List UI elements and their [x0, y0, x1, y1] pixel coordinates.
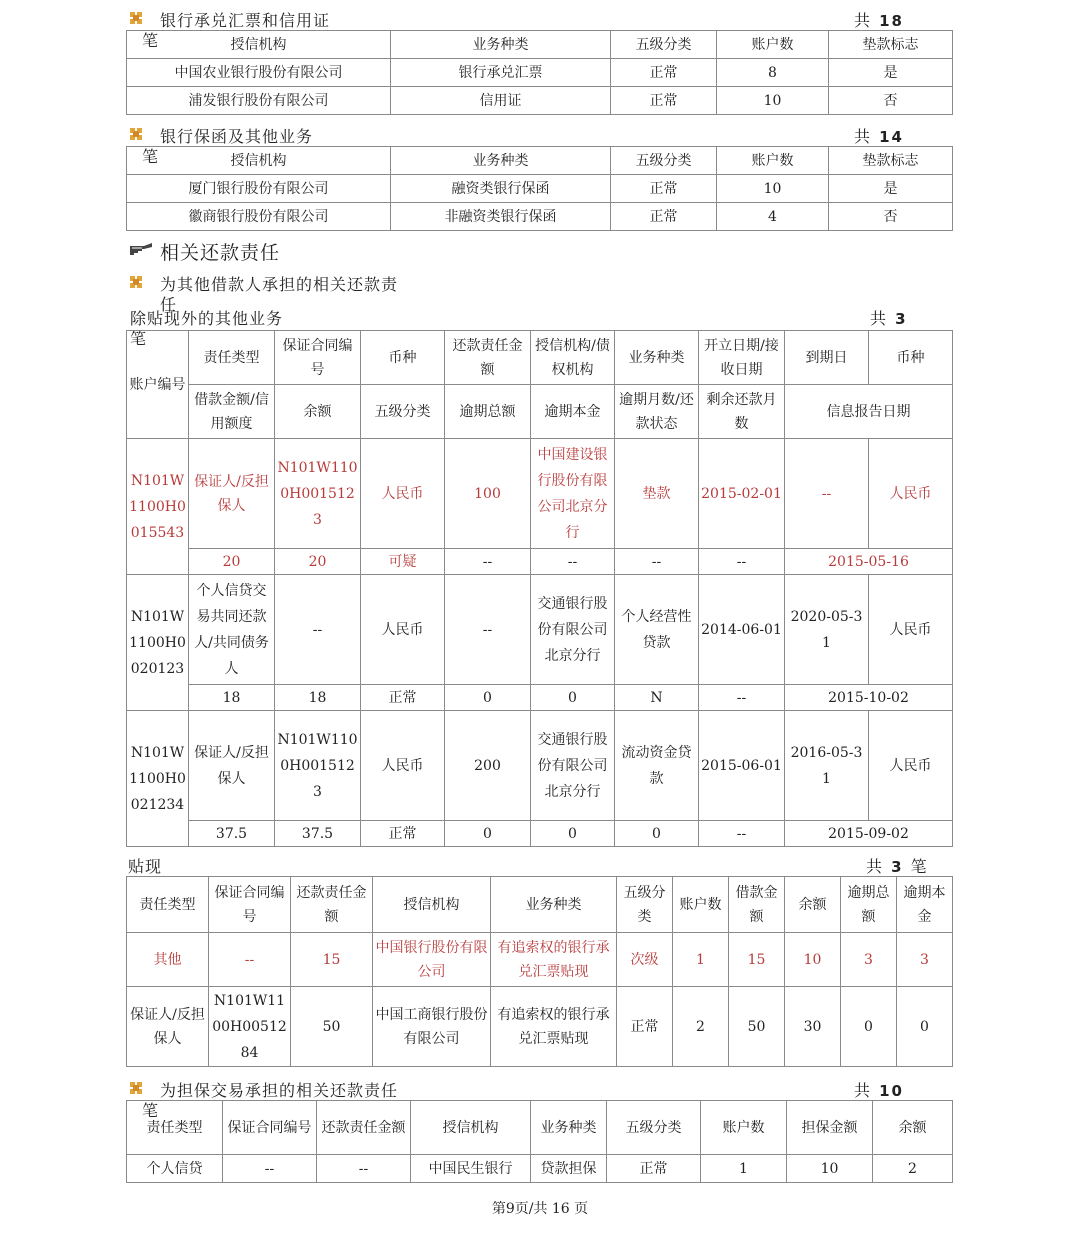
- col-header: 保证合同编号: [209, 877, 291, 933]
- cell: 2014-06-01: [699, 575, 785, 685]
- cell: 正常: [361, 821, 445, 847]
- cell: 徽商银行股份有限公司: [127, 203, 391, 231]
- table-row: [127, 87, 953, 115]
- cell: 4: [717, 203, 829, 231]
- cell: 0: [841, 987, 897, 1067]
- section-count: 共 3 笔: [866, 857, 929, 876]
- cell: 交通银行股份有限公司北京分行: [531, 575, 615, 685]
- col-header: 五级分类: [611, 31, 717, 59]
- cell: 2016-05-31: [785, 711, 869, 821]
- cell: 正常: [361, 685, 445, 711]
- table-row: [127, 933, 953, 987]
- col-header: 授信机构: [127, 147, 391, 175]
- col-header: 余额: [275, 385, 361, 439]
- table-row: [127, 549, 953, 575]
- section-count: 共 14: [854, 127, 904, 146]
- cell: 信用证: [391, 87, 611, 115]
- col-header: 垫款标志: [829, 31, 953, 59]
- cell: 2015-10-02: [785, 685, 953, 711]
- cell: 正常: [607, 1155, 701, 1183]
- cell: 正常: [611, 203, 717, 231]
- table-row: [127, 439, 953, 549]
- account-number: N101W1100H0021234: [127, 711, 189, 847]
- cell: 保证人/反担保人: [127, 987, 209, 1067]
- table-row: [127, 987, 953, 1067]
- col-header: 保证合同编号: [275, 331, 361, 385]
- cell: 否: [829, 87, 953, 115]
- col-header: 逾期本金: [897, 877, 953, 933]
- section-title: 银行保函及其他业务: [160, 127, 314, 146]
- cell: --: [275, 575, 361, 685]
- cell: 15: [729, 933, 785, 987]
- cell: 有追索权的银行承兑汇票贴现: [491, 987, 617, 1067]
- cell: 3: [841, 933, 897, 987]
- section-title: 为其他借款人承担的相关还款责: [160, 275, 399, 294]
- cell: 贷款担保: [531, 1155, 607, 1183]
- col-header: 还款责任金额: [291, 877, 373, 933]
- col-header: 五级分类: [607, 1101, 701, 1155]
- cell: --: [209, 933, 291, 987]
- table-row: [127, 59, 953, 87]
- cell: 3: [897, 933, 953, 987]
- subsection-title: 除贴现外的其他业务: [130, 309, 284, 328]
- count-suffix: 笔: [142, 147, 159, 166]
- account-number: N101W1100H0020123: [127, 575, 189, 711]
- repay-heading: 相关还款责任: [160, 242, 281, 264]
- cell: 2015-02-01: [699, 439, 785, 549]
- col-header: 逾期总额: [841, 877, 897, 933]
- cell: --: [615, 549, 699, 575]
- section-title: 为担保交易承担的相关还款责任: [160, 1081, 399, 1100]
- col-header: 授信机构: [411, 1101, 531, 1155]
- cell: 2015-09-02: [785, 821, 953, 847]
- cell: 0: [445, 685, 531, 711]
- cell: 中国建设银行股份有限公司北京分行: [531, 439, 615, 549]
- pointing-hand-icon: [128, 240, 156, 260]
- section-count: 共 18: [854, 11, 904, 30]
- col-header: 币种: [361, 331, 445, 385]
- count-suffix: 笔: [130, 329, 147, 348]
- cell: 37.5: [189, 821, 275, 847]
- col-header: 余额: [785, 877, 841, 933]
- cell: 37.5: [275, 821, 361, 847]
- cell: 15: [291, 933, 373, 987]
- cell: --: [699, 821, 785, 847]
- cell: 垫款: [615, 439, 699, 549]
- col-header: 授信机构: [127, 31, 391, 59]
- section-count: 共 3: [870, 309, 908, 328]
- discount-table: [126, 876, 953, 1067]
- section-count: 共 10: [854, 1081, 904, 1100]
- cell: 2: [873, 1155, 953, 1183]
- cell: 中国农业银行股份有限公司: [127, 59, 391, 87]
- table-row: [127, 1155, 953, 1183]
- cell: 0: [445, 821, 531, 847]
- col-header: 还款责任金额: [317, 1101, 411, 1155]
- col-header: 五级分类: [617, 877, 673, 933]
- cell: 0: [615, 821, 699, 847]
- col-header: 信息报告日期: [785, 385, 953, 439]
- cell: 个人信贷交易共同还款人/共同债务人: [189, 575, 275, 685]
- cell: 人民币: [361, 711, 445, 821]
- cell: 厦门银行股份有限公司: [127, 175, 391, 203]
- cell: 2020-05-31: [785, 575, 869, 685]
- cell: 正常: [617, 987, 673, 1067]
- cell: 2015-06-01: [699, 711, 785, 821]
- cell: 100: [445, 439, 531, 549]
- cell: 人民币: [361, 575, 445, 685]
- cell: 50: [729, 987, 785, 1067]
- cell: N101W1100H0051284: [209, 987, 291, 1067]
- cell: 8: [717, 59, 829, 87]
- cell: N101W1100H0015123: [275, 711, 361, 821]
- cell: 人民币: [869, 439, 953, 549]
- cell: 10: [717, 175, 829, 203]
- section-header-guarantee: [128, 122, 952, 148]
- bullet-icon: [130, 276, 142, 288]
- cell: 流动资金贷款: [615, 711, 699, 821]
- cell: 18: [275, 685, 361, 711]
- cell: --: [445, 549, 531, 575]
- cell: 正常: [611, 59, 717, 87]
- col-header: 到期日: [785, 331, 869, 385]
- cell: 10: [717, 87, 829, 115]
- page-footer: 第9页/共 16 页: [491, 1201, 589, 1217]
- count-suffix: 笔: [142, 1101, 159, 1120]
- col-header: 业务种类: [391, 31, 611, 59]
- col-header: 责任类型: [127, 1101, 223, 1155]
- cell: 10: [787, 1155, 873, 1183]
- section-title: 贴现: [128, 857, 163, 876]
- col-header: 五级分类: [361, 385, 445, 439]
- col-header: 账户数: [717, 147, 829, 175]
- cell: 1: [673, 933, 729, 987]
- cell: 人民币: [869, 711, 953, 821]
- col-header: 垫款标志: [829, 147, 953, 175]
- bullet-icon: [130, 128, 142, 140]
- cell: N: [615, 685, 699, 711]
- col-header: 开立日期/接收日期: [699, 331, 785, 385]
- cell: 是: [829, 175, 953, 203]
- col-header: 剩余还款月数: [699, 385, 785, 439]
- col-header: 账户数: [701, 1101, 787, 1155]
- cell: 浦发银行股份有限公司: [127, 87, 391, 115]
- cell: --: [699, 685, 785, 711]
- col-header: 担保金额: [787, 1101, 873, 1155]
- table-row: [127, 175, 953, 203]
- col-header: 业务种类: [531, 1101, 607, 1155]
- bullet-icon: [130, 12, 142, 24]
- cell: --: [699, 549, 785, 575]
- table-row: [127, 203, 953, 231]
- col-header: 责任类型: [127, 877, 209, 933]
- table-row: [127, 821, 953, 847]
- col-header: 借款金额/信用额度: [189, 385, 275, 439]
- cell: 是: [829, 59, 953, 87]
- cell: 0: [531, 685, 615, 711]
- cell: 其他: [127, 933, 209, 987]
- col-header: 账户数: [717, 31, 829, 59]
- cell: --: [223, 1155, 317, 1183]
- cell: 0: [531, 821, 615, 847]
- bullet-icon: [130, 1082, 142, 1094]
- table-row: [127, 711, 953, 821]
- cell: 可疑: [361, 549, 445, 575]
- count-suffix: 笔: [142, 31, 159, 50]
- cell: 中国银行股份有限公司: [373, 933, 491, 987]
- guarantee-table: [126, 146, 953, 231]
- cell: 10: [785, 933, 841, 987]
- col-header: 逾期本金: [531, 385, 615, 439]
- cell: 融资类银行保函: [391, 175, 611, 203]
- cell: 次级: [617, 933, 673, 987]
- cell: 人民币: [361, 439, 445, 549]
- cell: 中国工商银行股份有限公司: [373, 987, 491, 1067]
- col-header: 逾期总额: [445, 385, 531, 439]
- cell: 2: [673, 987, 729, 1067]
- cell: 银行承兑汇票: [391, 59, 611, 87]
- col-header: 借款金额: [729, 877, 785, 933]
- cell: 个人信贷: [127, 1155, 223, 1183]
- section-title: 银行承兑汇票和信用证: [160, 11, 331, 30]
- cell: 18: [189, 685, 275, 711]
- col-header: 币种: [869, 331, 953, 385]
- section-header-guarantee-trade: [128, 1076, 952, 1102]
- cell: 2015-05-16: [785, 549, 953, 575]
- col-header: 逾期月数/还款状态: [615, 385, 699, 439]
- section-header-acceptance: [128, 6, 952, 32]
- col-header: 保证合同编号: [223, 1101, 317, 1155]
- repay-liability-table: [126, 330, 953, 847]
- col-header: 业务种类: [491, 877, 617, 933]
- table-row: [127, 575, 953, 685]
- cell: 否: [829, 203, 953, 231]
- cell: 30: [785, 987, 841, 1067]
- guarantee-trade-table: [126, 1100, 953, 1183]
- cell: 人民币: [869, 575, 953, 685]
- col-header: 还款责任金额: [445, 331, 531, 385]
- cell: 保证人/反担保人: [189, 711, 275, 821]
- title-wrap: 任: [160, 295, 177, 314]
- cell: 20: [275, 549, 361, 575]
- cell: --: [531, 549, 615, 575]
- account-number: N101W1100H0015543: [127, 439, 189, 575]
- col-header: 授信机构: [373, 877, 491, 933]
- col-header: 余额: [873, 1101, 953, 1155]
- table-row: [127, 685, 953, 711]
- cell: 正常: [611, 87, 717, 115]
- cell: 0: [897, 987, 953, 1067]
- col-header: 授信机构/债权机构: [531, 331, 615, 385]
- col-header: 五级分类: [611, 147, 717, 175]
- cell: 非融资类银行保函: [391, 203, 611, 231]
- cell: N101W1100H0015123: [275, 439, 361, 549]
- cell: 保证人/反担保人: [189, 439, 275, 549]
- cell: 20: [189, 549, 275, 575]
- cell: --: [785, 439, 869, 549]
- cell: 1: [701, 1155, 787, 1183]
- acceptance-table: [126, 30, 953, 115]
- cell: --: [445, 575, 531, 685]
- col-header: 责任类型: [189, 331, 275, 385]
- cell: 交通银行股份有限公司北京分行: [531, 711, 615, 821]
- cell: 正常: [611, 175, 717, 203]
- cell: 200: [445, 711, 531, 821]
- cell: --: [317, 1155, 411, 1183]
- col-header: 账户数: [673, 877, 729, 933]
- col-header: 业务种类: [615, 331, 699, 385]
- cell: 有追索权的银行承兑汇票贴现: [491, 933, 617, 987]
- col-header: 业务种类: [391, 147, 611, 175]
- cell: 中国民生银行: [411, 1155, 531, 1183]
- cell: 个人经营性贷款: [615, 575, 699, 685]
- col-header: 账户编号: [127, 331, 189, 439]
- cell: 50: [291, 987, 373, 1067]
